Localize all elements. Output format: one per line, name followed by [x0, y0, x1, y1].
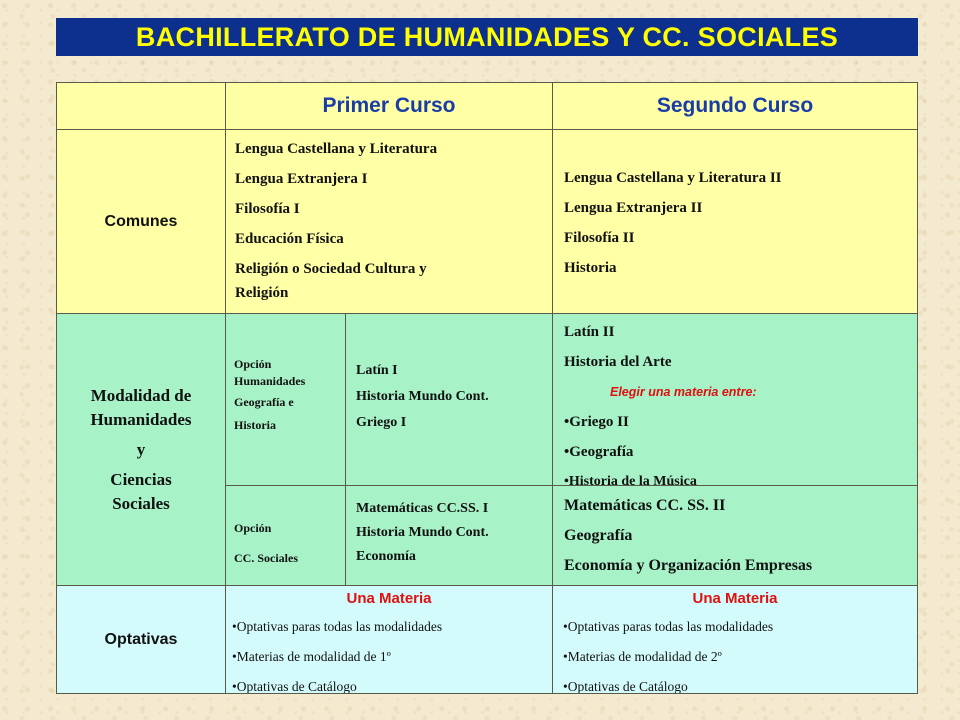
header-primer-curso: Primer Curso [225, 82, 553, 130]
una-materia-label: Una Materia [692, 590, 778, 607]
una-materia-label: Una Materia [346, 590, 432, 607]
opcion-sociales-label [234, 513, 344, 573]
list-item: Geografía [564, 527, 633, 544]
optativas-primer-cell [225, 585, 553, 694]
list-item: Filosofía I [235, 201, 300, 217]
option-line: Opción [234, 357, 272, 371]
list-item: Economía [356, 549, 416, 564]
list-item: Latín I [356, 363, 398, 378]
opcion-humanidades-label [234, 356, 344, 436]
sociales-primer-list [356, 496, 551, 570]
page-title: BACHILLERATO DE HUMANIDADES Y CC. SOCIALES [56, 18, 918, 56]
modalidad-label-line: Ciencias [110, 469, 172, 489]
list-item: Economía y Organización Empresas [564, 557, 813, 574]
humanidades-segundo-list [564, 317, 909, 486]
list-item: Lengua Extranjera II [564, 200, 703, 216]
comunes-segundo-cell [552, 129, 918, 314]
list-item: Latín II [564, 324, 615, 340]
opcion-sociales-cell [225, 485, 346, 586]
header-empty-cell [56, 82, 226, 130]
option-line: Opción [234, 521, 272, 535]
option-line: Geografía e [234, 395, 294, 409]
modalidad-label-line: Humanidades [90, 409, 192, 429]
list-item: Griego I [356, 415, 407, 430]
list-item: Religión [235, 285, 289, 301]
list-item: •Optativas de Catálogo [563, 679, 688, 694]
optativas-segundo-list [563, 612, 913, 694]
list-item: Matemáticas CC.SS. I [356, 501, 489, 516]
modalidad-label-line: y [136, 439, 146, 459]
humanidades-primer-list [356, 358, 551, 436]
row-label-comunes: Comunes [56, 129, 226, 314]
elegir-instruction: Elegir una materia entre: [610, 385, 757, 399]
list-item: Historia del Arte [564, 354, 672, 370]
list-item: Religión o Sociedad Cultura y [235, 261, 427, 277]
row-label-optativas: Optativas [56, 585, 226, 694]
list-item: •Materias de modalidad de 1º [232, 649, 391, 664]
optativas-primer-list [232, 612, 550, 694]
optativas-segundo-cell [552, 585, 918, 694]
list-item: Filosofía II [564, 230, 635, 246]
list-item: Matemáticas CC. SS. II [564, 497, 726, 514]
sociales-segundo-list [564, 491, 914, 581]
list-item: •Materias de modalidad de 2º [563, 649, 722, 664]
humanidades-primer-cell [345, 313, 553, 486]
list-item: Historia Mundo Cont. [356, 389, 489, 404]
list-item: Historia Mundo Cont. [356, 525, 489, 540]
list-item: Historia [564, 260, 617, 276]
comunes-primer-list [235, 134, 535, 302]
list-item: •Optativas de Catálogo [232, 679, 357, 694]
option-line: Historia [234, 418, 276, 432]
curriculum-table [56, 82, 918, 694]
list-item: •Optativas paras todas las modalidades [232, 619, 443, 634]
list-item: Educación Física [235, 231, 344, 247]
comunes-primer-cell [225, 129, 553, 314]
row-label-modalidad [56, 313, 226, 586]
header-segundo-curso: Segundo Curso [552, 82, 918, 130]
list-item: •Griego II [564, 414, 629, 430]
list-item: Lengua Extranjera I [235, 171, 368, 187]
option-line: Humanidades [234, 374, 306, 388]
sociales-segundo-cell [552, 485, 918, 586]
list-item: •Historia de la Música [564, 474, 697, 486]
humanidades-segundo-cell [552, 313, 918, 486]
modalidad-label-line: Modalidad de [90, 385, 192, 405]
option-line: CC. Sociales [234, 551, 298, 565]
modalidad-label-line: Sociales [112, 493, 170, 513]
list-item: Lengua Castellana y Literatura [235, 141, 438, 157]
list-item: Lengua Castellana y Literatura II [564, 170, 782, 186]
opcion-humanidades-cell [225, 313, 346, 486]
sociales-primer-cell [345, 485, 553, 586]
list-item: •Geografía [564, 444, 634, 460]
comunes-segundo-list [564, 163, 904, 283]
list-item: •Optativas paras todas las modalidades [563, 619, 774, 634]
